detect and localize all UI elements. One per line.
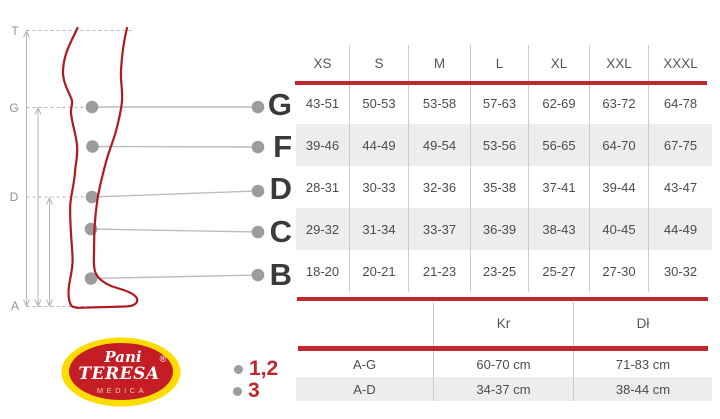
scale-label-a: A	[10, 299, 19, 313]
size-cell: 35-38	[470, 166, 528, 208]
row-label-d: D	[269, 171, 292, 206]
length-segment: A-G	[352, 356, 377, 372]
variant-marker-row	[233, 380, 260, 402]
size-column-header: L	[470, 45, 528, 82]
length-header-spacer	[296, 302, 433, 351]
variant-marker-label: 3	[248, 379, 260, 402]
size-column-header: XS	[313, 56, 332, 71]
length-table	[296, 302, 712, 401]
table-bottom-rule	[297, 297, 708, 301]
leg-outline	[63, 28, 137, 308]
size-column-header: XXL	[589, 45, 648, 82]
length-header-rule	[298, 346, 708, 351]
size-cell: 44-49	[648, 208, 712, 250]
size-cell: 37-41	[528, 166, 589, 208]
size-cell: 64-70	[589, 124, 648, 166]
size-cell: 38-43	[528, 208, 589, 250]
size-cell: 36-39	[470, 208, 528, 250]
dimension-lines	[24, 31, 53, 306]
registered-trademark-icon: ®	[159, 354, 167, 364]
header-rule	[295, 81, 707, 85]
bullet-icon	[233, 387, 242, 396]
row-label-b: B	[269, 257, 292, 292]
size-cell: 62-69	[528, 82, 589, 124]
length-column-header-kr: Kr	[433, 302, 573, 351]
size-cell: 18-20	[305, 263, 340, 279]
logo-text-top: Pani	[104, 348, 142, 366]
size-cell: 30-32	[648, 250, 712, 292]
size-cell: 53-56	[470, 124, 528, 166]
size-cell: 56-65	[528, 124, 589, 166]
size-cell: 20-21	[349, 250, 408, 292]
length-value: 38-44 cm	[573, 377, 712, 401]
size-cell: 43-47	[648, 166, 712, 208]
row-label-f: F	[273, 129, 292, 164]
pani-teresa-medica-logo	[59, 336, 183, 408]
size-cell: 53-58	[408, 82, 470, 124]
variant-marker-label: 1,2	[249, 357, 279, 380]
bullet-icon	[234, 365, 243, 374]
size-cell: 43-51	[305, 95, 340, 111]
row-label-c: C	[269, 214, 292, 249]
size-cell: 50-53	[349, 82, 408, 124]
dashed-level-lines	[27, 31, 134, 307]
length-column-header-dl: Dł	[573, 302, 712, 351]
size-cell: 40-45	[589, 208, 648, 250]
variant-marker-row	[234, 358, 278, 380]
size-cell: 23-25	[470, 250, 528, 292]
scale-label-t: T	[11, 24, 19, 38]
size-column-header: XL	[528, 45, 589, 82]
logo-text-name: TERESA	[78, 364, 160, 384]
size-cell: 33-37	[408, 208, 470, 250]
size-cell: 21-23	[408, 250, 470, 292]
size-column-header: M	[408, 45, 470, 82]
size-cell: 28-31	[305, 179, 340, 195]
size-cell: 30-33	[349, 166, 408, 208]
size-cell: 64-78	[648, 82, 712, 124]
size-cell: 32-36	[408, 166, 470, 208]
length-value: 60-70 cm	[433, 351, 573, 377]
size-cell: 25-27	[528, 250, 589, 292]
measurement-dots	[85, 101, 265, 285]
size-cell: 29-32	[296, 208, 349, 250]
size-cell: 49-54	[408, 124, 470, 166]
length-value: 34-37 cm	[433, 377, 573, 401]
size-cell: 67-75	[648, 124, 712, 166]
row-label-g: G	[267, 87, 292, 122]
size-cell: 39-46	[296, 124, 349, 166]
scale-label-g: G	[9, 101, 19, 115]
length-segment: A-D	[296, 377, 433, 401]
size-cell: 31-34	[349, 208, 408, 250]
size-cell: 39-44	[589, 166, 648, 208]
size-cell: 63-72	[589, 82, 648, 124]
size-cell: 44-49	[349, 124, 408, 166]
size-cell: 57-63	[470, 82, 528, 124]
size-column-header: S	[349, 45, 408, 82]
scale-label-d: D	[9, 190, 19, 204]
length-value: 71-83 cm	[573, 351, 712, 377]
size-column-header: XXXL	[648, 45, 712, 82]
size-cell: 27-30	[589, 250, 648, 292]
logo-text-sub: MEDICA	[96, 386, 148, 395]
